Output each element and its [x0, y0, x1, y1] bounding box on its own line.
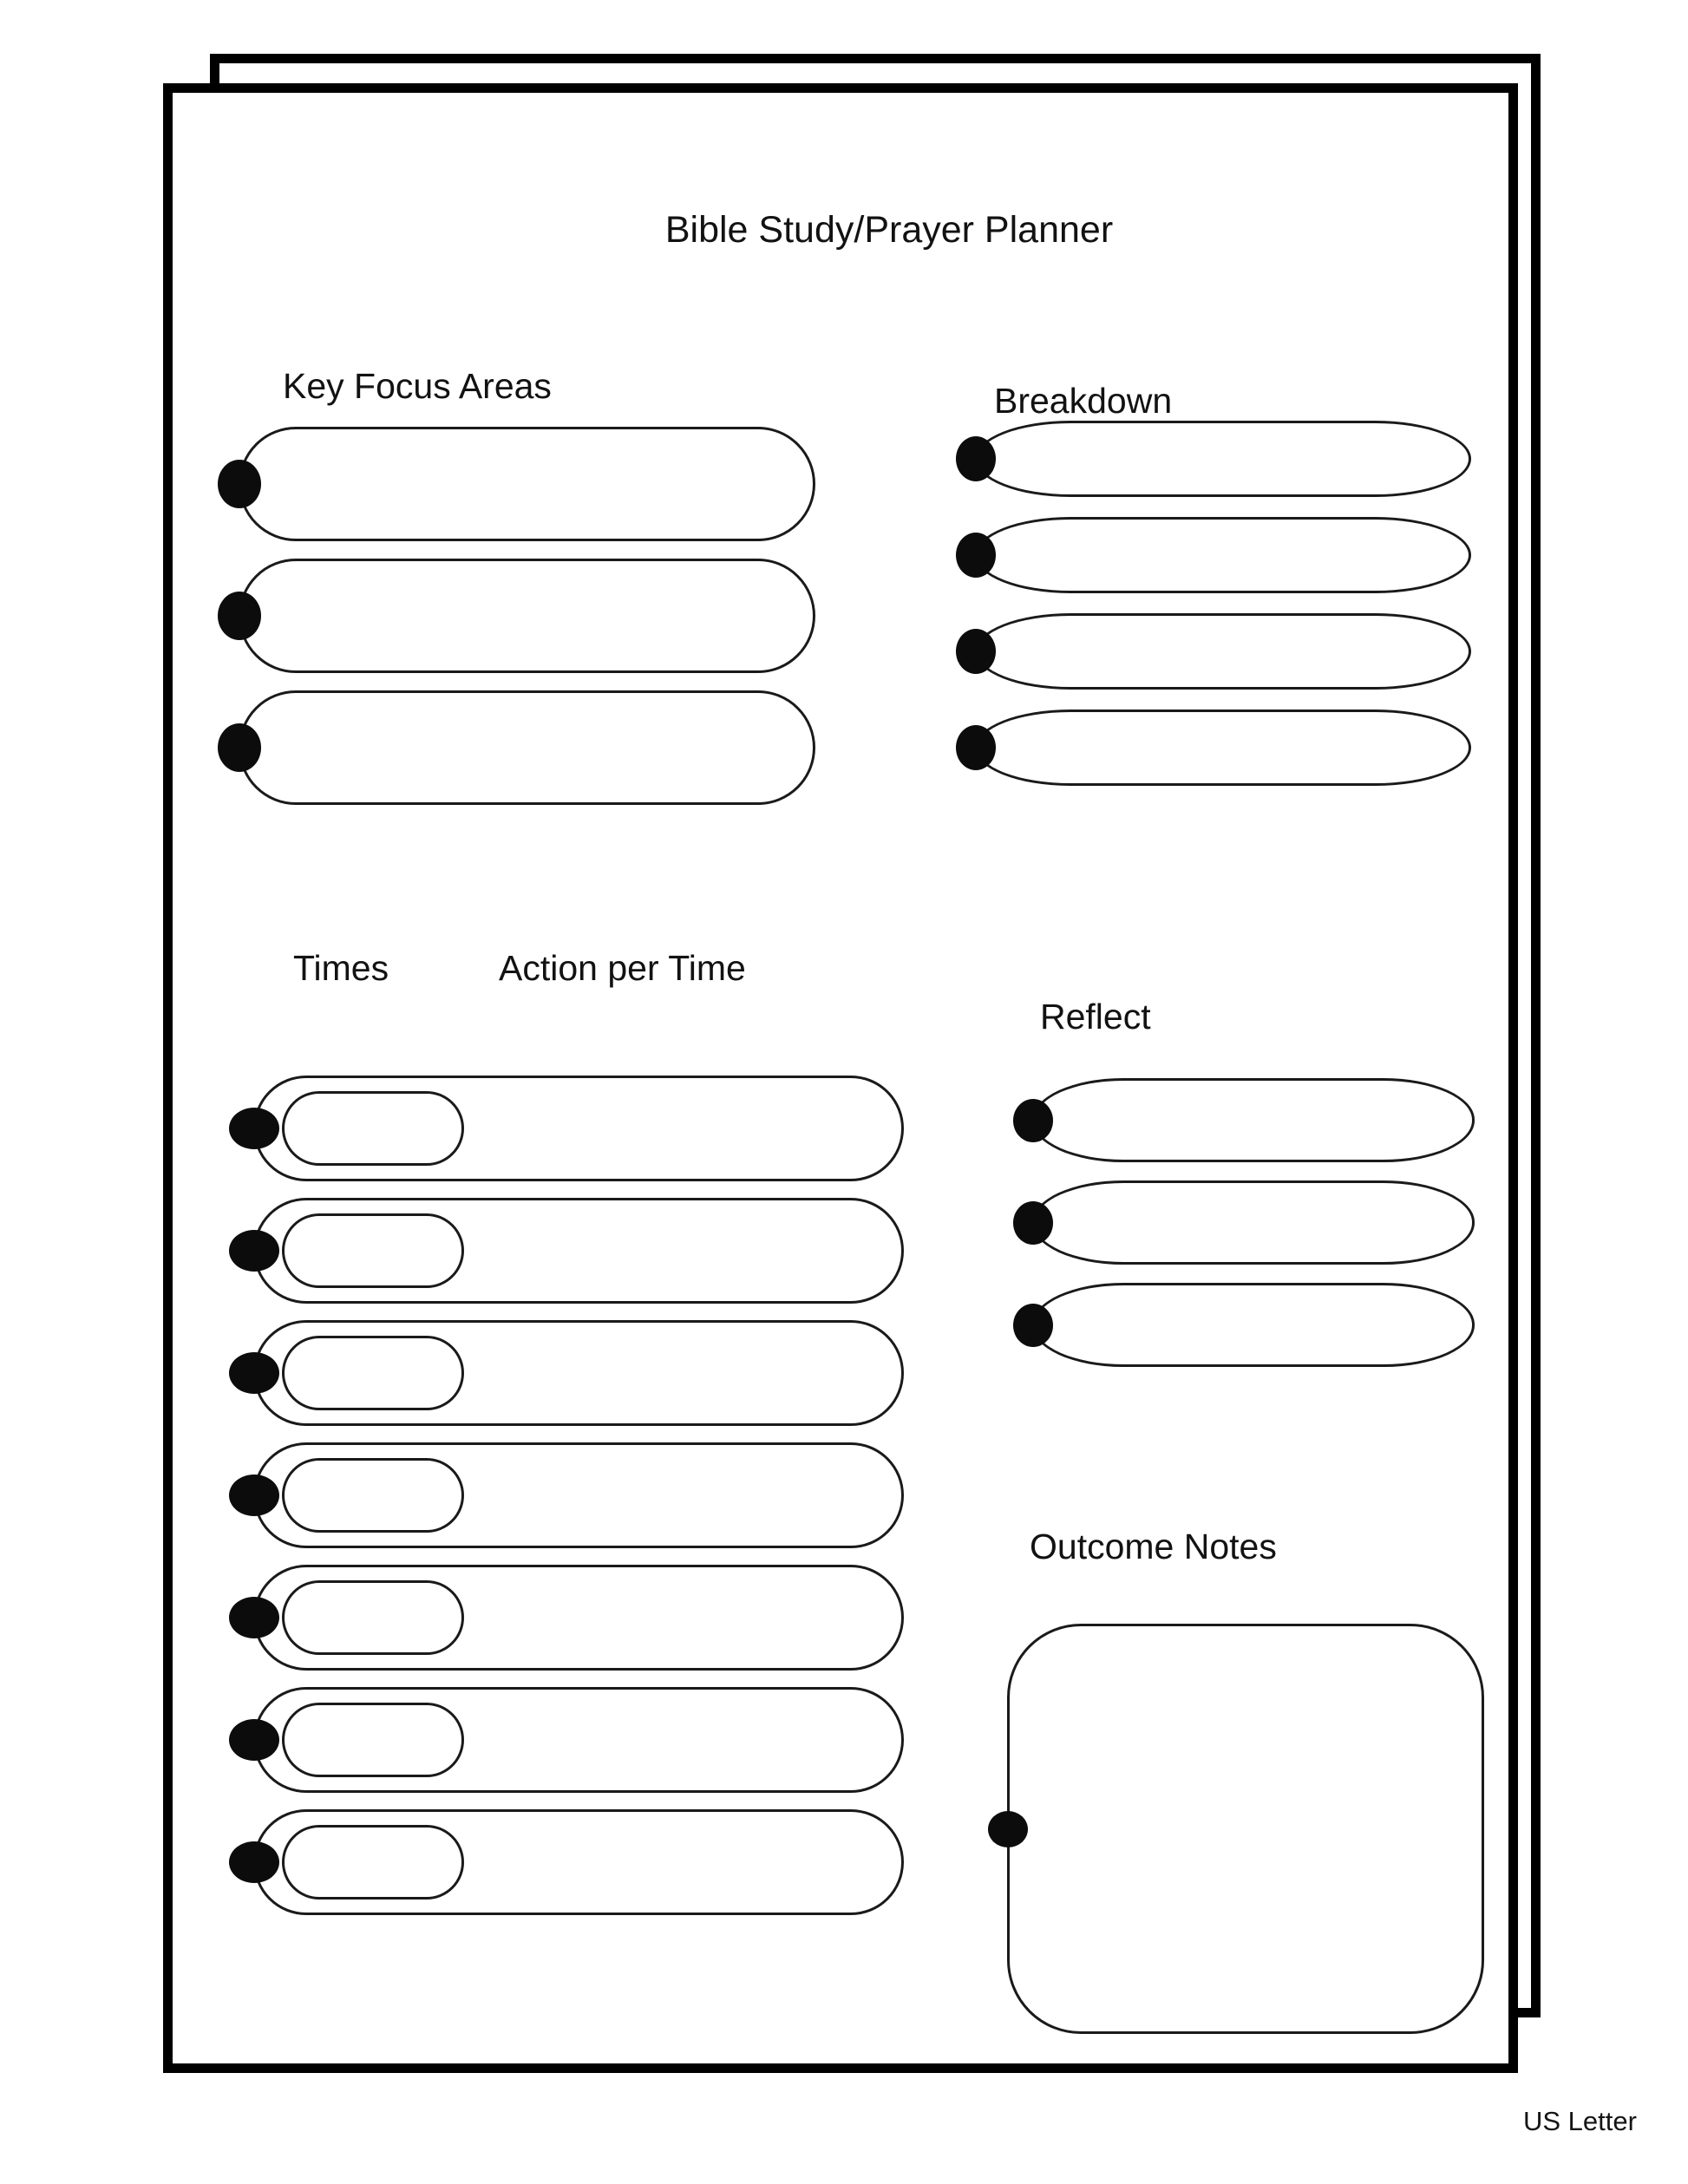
section-heading-key-focus-areas: Key Focus Areas: [283, 366, 552, 406]
bullet-dot: [956, 533, 996, 578]
paper-size-label: US Letter: [1523, 2106, 1637, 2136]
section-heading-action-per-time: Action per Time: [499, 948, 746, 988]
bullet-dot: [1013, 1099, 1053, 1142]
bullet-dot: [229, 1719, 279, 1761]
bullet-dot: [229, 1475, 279, 1516]
time-field: [282, 1458, 464, 1533]
bullet-dot: [988, 1811, 1028, 1847]
bullet-dot: [229, 1597, 279, 1638]
bullet-dot: [229, 1230, 279, 1272]
outcome-notes-box: [1007, 1624, 1484, 2034]
bullet-dot: [218, 723, 261, 772]
bullet-dot: [956, 436, 996, 481]
time-row: [253, 1076, 904, 1181]
breakdown-line: [975, 613, 1471, 690]
section-heading-breakdown: Breakdown: [994, 381, 1173, 421]
bullet-dot: [229, 1841, 279, 1883]
breakdown-line: [975, 517, 1471, 593]
time-field: [282, 1091, 464, 1166]
time-field: [282, 1213, 464, 1288]
time-field: [282, 1825, 464, 1900]
section-heading-reflect: Reflect: [1040, 997, 1151, 1036]
time-field: [282, 1580, 464, 1655]
time-row: [253, 1809, 904, 1915]
reflect-line: [1032, 1283, 1475, 1367]
time-row: [253, 1687, 904, 1793]
reflect-line: [1032, 1180, 1475, 1265]
time-row: [253, 1565, 904, 1671]
time-row: [253, 1198, 904, 1304]
key-focus-line: [239, 427, 815, 541]
section-heading-outcome-notes: Outcome Notes: [1030, 1527, 1277, 1566]
breakdown-line: [975, 709, 1471, 786]
time-row: [253, 1442, 904, 1548]
bullet-dot: [956, 629, 996, 674]
key-focus-line: [239, 559, 815, 673]
bullet-dot: [956, 725, 996, 770]
time-field: [282, 1336, 464, 1410]
section-heading-times: Times: [293, 948, 389, 988]
bullet-dot: [1013, 1304, 1053, 1347]
bullet-dot: [218, 592, 261, 640]
reflect-line: [1032, 1078, 1475, 1162]
key-focus-line: [239, 690, 815, 805]
time-row: [253, 1320, 904, 1426]
bullet-dot: [229, 1108, 279, 1149]
time-field: [282, 1703, 464, 1777]
breakdown-line: [975, 421, 1471, 497]
page-title: Bible Study/Prayer Planner: [664, 209, 1114, 251]
bullet-dot: [229, 1352, 279, 1394]
bullet-dot: [1013, 1201, 1053, 1245]
bullet-dot: [218, 460, 261, 508]
